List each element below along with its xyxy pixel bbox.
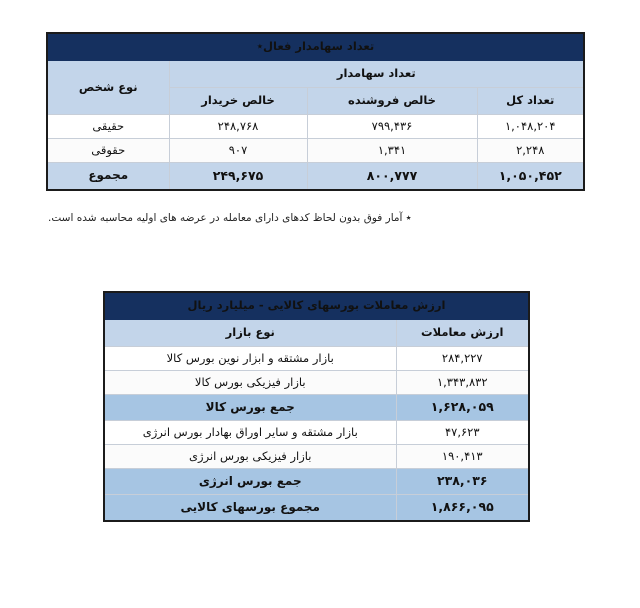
person-type-header: نوع شخص [47, 61, 169, 115]
table-row [104, 421, 529, 445]
cell-value-energy-subtotal: ۲۳۸,۰۳۶ [396, 469, 529, 495]
cell-person-type-legal: حقوقی [47, 139, 169, 163]
cell-label-commodity-subtotal: جمع بورس کالا [104, 395, 396, 421]
column-header-total: تعداد کل [477, 88, 584, 115]
cell-total-sum: ۱,۰۵۰,۴۵۲ [477, 163, 584, 191]
cell-market-derivatives-energy: بازار مشتقه و سایر اوراق بهادار بورس انرژی [104, 421, 396, 445]
cell-total-real: ۱,۰۴۸,۲۰۴ [477, 115, 584, 139]
table-grandtotal-row [104, 495, 529, 522]
commodity-table-title: ارزش معاملات بورسهای کالایی - میلیارد ریال [104, 292, 529, 320]
table-subtotal-row [104, 469, 529, 495]
cell-value-derivatives-energy: ۴۷,۶۲۳ [396, 421, 529, 445]
cell-net-seller-sum: ۸۰۰,۷۷۷ [307, 163, 477, 191]
cell-value-grand-total: ۱,۸۶۶,۰۹۵ [396, 495, 529, 522]
table-total-row [47, 163, 584, 191]
table-row [104, 445, 529, 469]
cell-net-seller-legal: ۱,۳۴۱ [307, 139, 477, 163]
cell-market-physical-commodity: بازار فیزیکی بورس کالا [104, 371, 396, 395]
table-title-row [104, 292, 529, 320]
cell-total-legal: ۲,۲۴۸ [477, 139, 584, 163]
table-subtotal-row [104, 395, 529, 421]
cell-net-seller-real: ۷۹۹,۴۳۶ [307, 115, 477, 139]
column-header-net-buyer: خالص خریدار [169, 88, 307, 115]
cell-total-label: مجموع [47, 163, 169, 191]
cell-value-derivatives-commodity: ۲۸۴,۲۲۷ [396, 347, 529, 371]
table-row [104, 347, 529, 371]
cell-net-buyer-real: ۲۴۸,۷۶۸ [169, 115, 307, 139]
shareholders-table-title: تعداد سهامدار فعال٭ [47, 33, 584, 61]
column-header-net-seller: خالص فروشنده [307, 88, 477, 115]
table-row [47, 139, 584, 163]
cell-market-physical-energy: بازار فیزیکی بورس انرژی [104, 445, 396, 469]
table-row [104, 371, 529, 395]
cell-label-energy-subtotal: جمع بورس انرژی [104, 469, 396, 495]
table-group-header-row [47, 61, 584, 88]
table-title-row [47, 33, 584, 61]
cell-value-physical-energy: ۱۹۰,۴۱۳ [396, 445, 529, 469]
table-row [47, 115, 584, 139]
cell-person-type-real: حقیقی [47, 115, 169, 139]
table-column-header-row [104, 320, 529, 347]
cell-net-buyer-sum: ۲۴۹,۶۷۵ [169, 163, 307, 191]
active-shareholders-table [46, 32, 585, 191]
cell-market-derivatives-commodity: بازار مشتقه و ابزار نوین بورس کالا [104, 347, 396, 371]
cell-value-commodity-subtotal: ۱,۶۲۸,۰۵۹ [396, 395, 529, 421]
cell-net-buyer-legal: ۹۰۷ [169, 139, 307, 163]
shareholders-table-footnote: ٭ آمار فوق بدون لحاظ کدهای دارای معامله در عرضه های اولیه محاسبه شده است. [48, 212, 412, 224]
commodity-exchange-value-table [103, 291, 530, 522]
column-header-market-type: نوع بازار [104, 320, 396, 347]
column-header-trade-value: ارزش معاملات [396, 320, 529, 347]
shareholder-count-group-header: تعداد سهامدار [169, 61, 584, 88]
cell-value-physical-commodity: ۱,۳۴۳,۸۳۲ [396, 371, 529, 395]
cell-label-grand-total: مجموع بورسهای کالایی [104, 495, 396, 522]
